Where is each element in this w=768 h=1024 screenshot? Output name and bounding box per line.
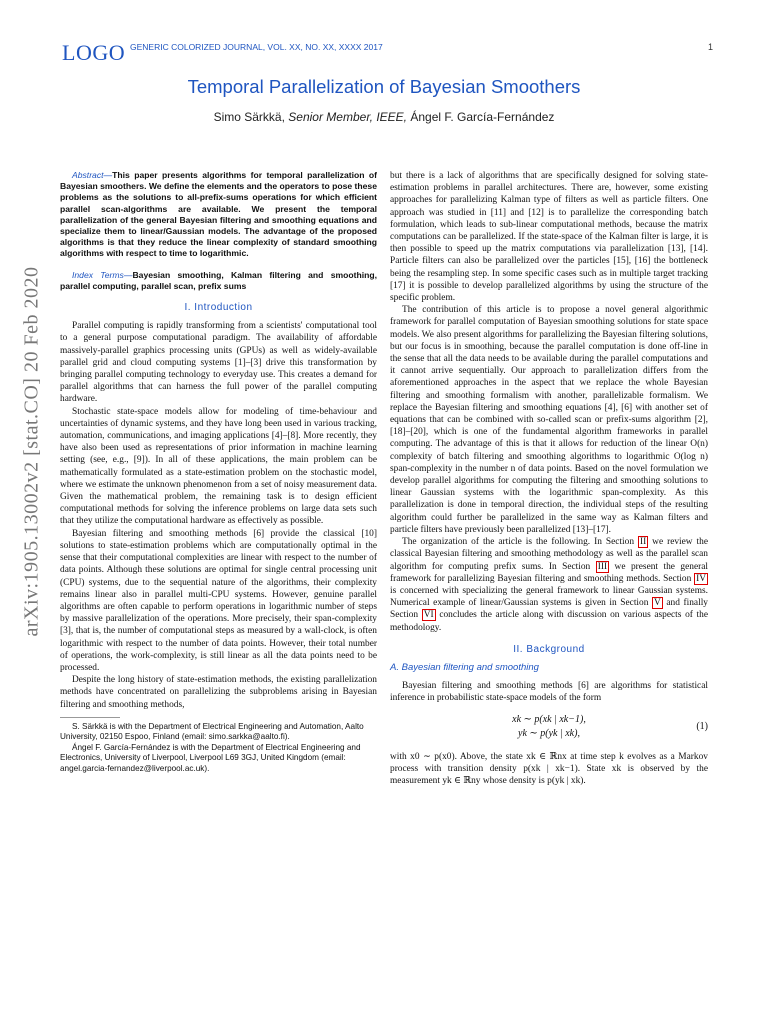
text-run: and finally Section bbox=[390, 598, 708, 621]
footnote-affiliation-1: S. Särkkä is with the Department of Electrical Engineering and Automation, Aalto University, 02150 Espoo, Finland (email: simo.sarkka@aalto.fi). bbox=[60, 721, 364, 742]
paragraph: but there is a lack of algorithms that are specifically designed for solving state-estimation problems in parallel architectures. There are, however, some existing approaches for parallelizing Kalman type of filters as well as particle filters. One approach was studied in [11] and [12] is to parallelize the corresponding batch formulation, which leads to sub-linear computational methods, because the matrix computations can be parallelized. If the state-space of the Kalman filter is large, it is then possible to speed up the matrix computations via parallelization [13], [14]. Particle filters can also be parallelized over the particles [15], [16] the bottleneck being the resampling step. In some specific cases such as in multiple target tracking [17] it is possible to develop parallelized algorithms by using the structure of the specific problem. bbox=[390, 171, 708, 304]
equation-1 bbox=[390, 713, 708, 745]
equation-number: (1) bbox=[696, 720, 708, 732]
section-heading-introduction: I. Introduction bbox=[184, 302, 253, 314]
text-run: concludes the article along with discussion on various aspects of the methodology. bbox=[390, 610, 708, 633]
section-heading-background: II. Background bbox=[513, 643, 585, 655]
paragraph: Stochastic state-space models allow for modeling of time-behaviour and uncertainties of dynamic systems, and they have long been used in various tracking, automation, communications, and imaging applications [4]–[8]. More recently, they have also been used as representations of prior information in machine learning setting (see, e.g., [9]). In all of these applications, the main problem can be mathematically formulated as a state-estimation problem on the stochastic model, where we estimate the unknown phenomenon from a set of noisy measurement data. Given the mathematical problem, the remaining task is to design efficient computational methods for solving the inference problems on large data sets such that they utilize the computational hardware as effectively as possible. bbox=[60, 406, 377, 527]
paragraph: Despite the long history of state-estimation methods, the existing parallelization methods have concentrated on parallelizing the subproblems arising in Bayesian filtering and smoothing methods, bbox=[60, 675, 377, 710]
paragraph: Bayesian filtering and smoothing methods [6] provide the classical [10] solutions to state-estimation problems which are computationally optimal in the sense that their computational complexities are linear with respect to the number of data points. Although these solutions are optimal for single central processing unit (CPU) systems, due to the sequential nature of the algorithms, their complexity remains linear also in parallel multi-CPU systems. However, genuine parallel algorithms are often capable to perform operations in logarithmic number of steps by massive parallelization of the operations. More precisely, their span-complexity [3], that is, the number of computational steps as measured by a wall-clock, is often logarithmic with respect to the number of data points. However, their total number of operations, the work-complexity, is still linear as all the data points need to be processed. bbox=[60, 528, 377, 673]
paper-title: Temporal Parallelization of Bayesian Smoothers bbox=[187, 76, 581, 97]
author-1: Simo Särkkä, bbox=[213, 110, 285, 124]
journal-header: GENERIC COLORIZED JOURNAL, VOL. XX, NO. XX, XXXX 2017 bbox=[130, 42, 383, 52]
left-column bbox=[60, 170, 377, 774]
text-run: we review the classical Bayesian filtering and smoothing methodology as well as the parallel scan algorithm for computing prefix sums. In Section bbox=[390, 537, 708, 572]
section-link-v[interactable]: V bbox=[654, 598, 661, 609]
section-link-vi[interactable]: VI bbox=[423, 610, 434, 621]
paragraph: The contribution of this article is to propose a novel general algorithmic framework for parallel computation of Bayesian smoothing solutions for state space models. We also present algorithms for parallelizing the Bayesian filtering solutions, but our focus is in smoothing, because the parallel computation is done off-line in the sense that all the data needs to be available during the parallel computations and it cannot arrive sequentially. Our approach to parallelization differs from the aforementioned approaches in the aspect that we replace the whole Bayesian filtering and smoothing formalism with another, parallelizable formalism. We replace the Bayesian filtering and smoothing equations [4], [6] with another set of equations that can be combined with so-called scan or prefix-sums algorithm [2], [18]–[20], which is one of the fundamental algorithm frameworks in parallel computing. The advantage of this is that it allows for reduction of the linear O(n) complexity of batch filtering and smoothing algorithms to logarithmic O(log n) span-complexity in the number n of data points. Based on the novel formulation we develop parallel algorithms for computing the filtering and smoothing solutions to linear Gaussian systems with the logarithmic span-complexity. As this parallelization is done in temporal direction, the individual steps of the resulting algorithm could further be parallelized in the same way as Kalman filters and particle filters have previously been parallelized [13]–[17]. bbox=[390, 305, 708, 535]
paragraph: with x0 ∼ p(x0). Above, the state xk ∈ ℝnx at time step k evolves as a Markov process with transition density p(xk | xk−1). State xk is observed by the measurement yk ∈ ℝny whose density is p(yk | xk). bbox=[390, 751, 708, 786]
equation-line-1: xk ∼ p(xk | xk−1), bbox=[512, 713, 586, 725]
page-number: 1 bbox=[708, 42, 714, 52]
footnote-divider bbox=[60, 717, 120, 718]
text-run: we present the general framework for parallelizing Bayesian filtering and smoothing methods. Section bbox=[390, 561, 708, 584]
text-run: The organization of the article is the following. In Section bbox=[402, 537, 638, 548]
abstract-text: This paper presents algorithms for temporal parallelization of Bayesian smoothers. We define the elements and the operators to pose these problems as the solutions to all-prefix-sums operations for which efficient parallel scan-algorithms are available. We present the temporal parallelization of the general Bayesian filtering and smoothing equations and specialize them to linear/Gaussian models. The advantage of the proposed algorithms is that they reduce the linear complexity of standard smoothing algorithms with respect to time to logarithmic. bbox=[60, 170, 377, 259]
text-run: is concerned with specializing the general framework to linear Gaussian systems. Numerical example of linear/Gaussian systems is given in Section bbox=[390, 585, 708, 609]
index-terms bbox=[60, 270, 377, 292]
arxiv-stamp: arXiv:1905.13002v2 [stat.CO] 20 Feb 2020 bbox=[20, 266, 43, 637]
footnote-affiliation-2: Ángel F. García-Fernández is with the Department of Electrical Engineering and Electronics, University of Liverpool, Liverpool L69 3GJ, United Kingdom (email: angel.garcia-fernandez@liverpool.ac.uk). bbox=[60, 742, 361, 773]
paragraph: Parallel computing is rapidly transforming from a scientists' computational tool to a general purpose computational paradigm. The availability of affordable massively-parallel graphics processing units (GPUs) as well as widely-available parallel grid and cloud computing systems [1]–[3] drive this transformation by bringing parallel computing technology to everyday use. This creates a demand for parallel algorithms that can harness the full power of the parallel computing hardware. bbox=[60, 321, 377, 405]
journal-logo: LOGO bbox=[62, 40, 126, 65]
section-link-iv[interactable]: IV bbox=[696, 573, 706, 584]
abstract bbox=[60, 170, 377, 260]
paragraph: Bayesian filtering and smoothing methods [6] are algorithms for statistical inference in probabilistic state-space models of the form bbox=[390, 681, 708, 704]
equation-line-2: yk ∼ p(yk | xk), bbox=[518, 727, 580, 739]
abstract-lead: Abstract— bbox=[72, 170, 113, 180]
subsection-heading: A. Bayesian filtering and smoothing bbox=[390, 661, 539, 673]
right-column bbox=[390, 170, 708, 787]
section-link-ii[interactable]: II bbox=[639, 537, 647, 548]
paragraph-organization bbox=[390, 536, 708, 634]
section-link-iii[interactable]: III bbox=[597, 561, 608, 572]
index-terms-text: Bayesian smoothing, Kalman filtering and smoothing, parallel computing, parallel scan, prefix sums bbox=[60, 269, 377, 291]
author-2: Ángel F. García-Fernández bbox=[410, 110, 555, 124]
author-1-role: Senior Member, IEEE, bbox=[288, 110, 407, 124]
author-line bbox=[0, 110, 768, 124]
index-terms-lead: Index Terms— bbox=[72, 269, 133, 280]
